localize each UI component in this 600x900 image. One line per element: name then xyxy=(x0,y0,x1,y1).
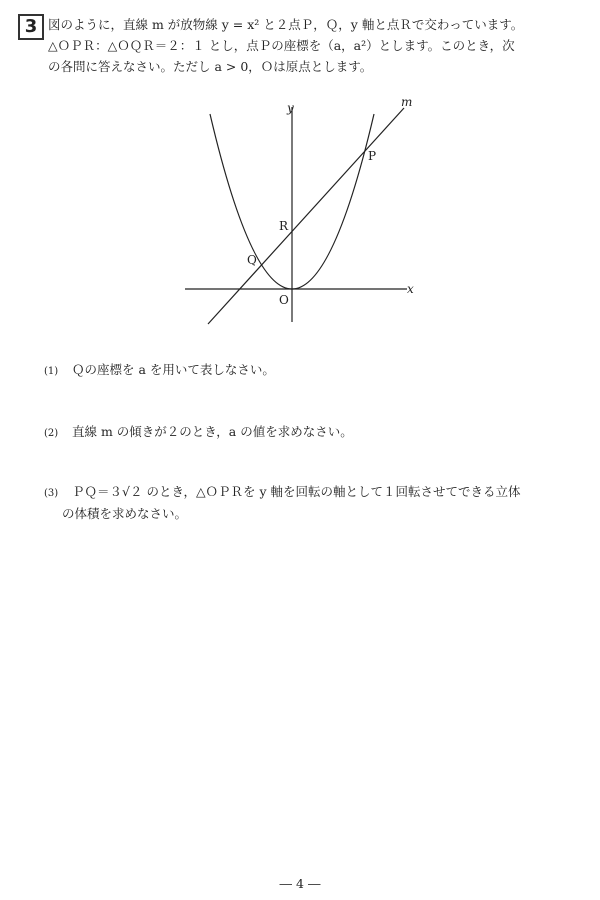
question-3 xyxy=(44,482,521,524)
label-q: Q xyxy=(247,253,257,267)
statement-line-3: の各問に答えなさい。ただし a > 0，Ｏは原点とします。 xyxy=(48,59,373,74)
statement-line-2: △ＯＰＲ：△ＯＱＲ＝２：１ とし，点Ｐの座標を（a，a²）とします。このとき，次 xyxy=(48,38,515,53)
question-1 xyxy=(44,360,275,382)
question-2 xyxy=(44,422,353,444)
question-3-text: ＰＱ＝３√２ のとき，△ＯＰＲを y 軸を回転の軸として１回転させてできる立体 xyxy=(72,484,521,499)
label-m: m xyxy=(401,95,413,109)
problem-number-box: 3 xyxy=(18,14,44,40)
label-x: x xyxy=(407,282,414,296)
statement-line-1: 図のように，直線 m が放物線 y = x² と２点Ｐ，Ｑ，y 軸と点Ｒで交わっています。 xyxy=(48,17,524,32)
parabola-line-figure xyxy=(175,92,425,332)
line-m xyxy=(208,108,404,324)
question-1-number: (1) xyxy=(44,366,59,377)
label-y: y xyxy=(287,101,294,115)
label-o: O xyxy=(279,293,289,307)
problem-statement xyxy=(48,14,583,77)
question-3-text-continued: の体積を求めなさい。 xyxy=(62,506,188,521)
question-2-number: (2) xyxy=(44,428,59,439)
question-2-text: 直線 m の傾きが２のとき，a の値を求めなさい。 xyxy=(72,424,353,439)
question-1-text: Ｑの座標を a を用いて表しなさい。 xyxy=(72,362,275,377)
label-p: P xyxy=(368,149,377,163)
page-number: ― 4 ― xyxy=(279,876,321,891)
label-r: R xyxy=(279,219,289,233)
question-3-number: (3) xyxy=(44,488,59,499)
